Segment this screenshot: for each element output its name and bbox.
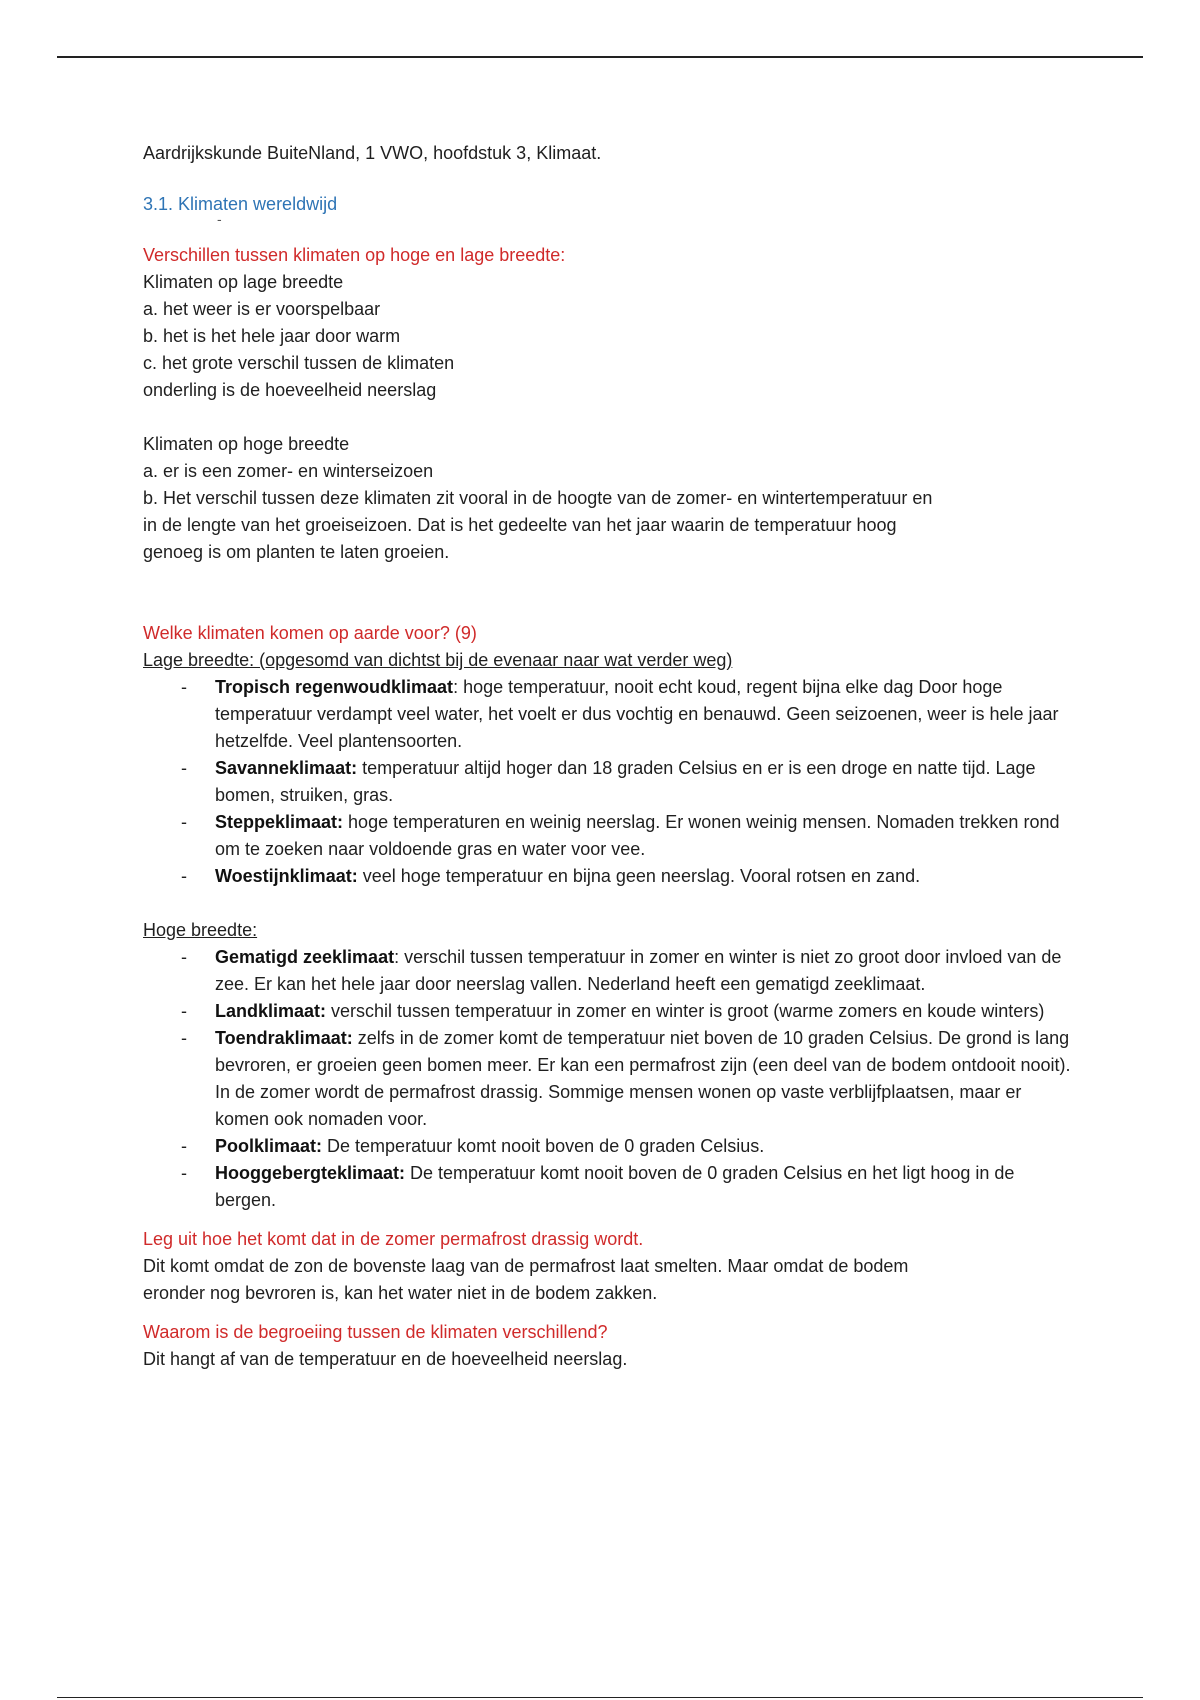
low-latitude-c2: onderling is de hoeveelheid neerslag [143,380,437,400]
permafrost-answer-2: eronder nog bevroren is, kan het water niet in de bodem zakken. [143,1283,658,1303]
list-item [143,674,1073,755]
dash-bullet: - [181,866,187,886]
list-item [143,1025,1073,1133]
high-climate-list [143,944,1073,1214]
question-heading-permafrost: Leg uit hoe het komt dat in de zomer permafrost drassig wordt. [143,1229,644,1249]
climate-description: temperatuur altijd hoger dan 18 graden Celsius en er is een droge en natte tijd. Lage bomen, struiken, gras. [215,758,1036,805]
climate-description: : hoge temperatuur, nooit echt koud, regent bijna elke dag Door hoge temperatuur verdampt veel water, het voelt er dus vochtig en benauwd. Geen seizoenen, weer is hele jaar hetzelfde. Veel plantensoorten. [215,677,1059,751]
climate-description: : verschil tussen temperatuur in zomer en winter is niet zo groot door invloed van de zee. Er kan het hele jaar door neerslag vallen. Nederland heeft een gematigd zeeklimaat. [215,947,1062,994]
section-mark: - [217,211,222,227]
spacer [143,890,1073,917]
low-latitude-title: Klimaten op lage breedte [143,272,344,292]
high-latitude-b2: in de lengte van het groeiseizoen. Dat is het gedeelte van het jaar waarin de temperatuur hoog [143,515,897,535]
climate-name: Landklimaat: [215,1001,327,1021]
climate-description: zelfs in de zomer komt de temperatuur niet boven de 10 graden Celsius. De grond is lang bevroren, er groeien geen bomen meer. Er kan een permafrost zijn (een deel van de bodem ontdooit nooit). In de zomer wordt de permafrost drassig. Sommige mensen wonen op vaste verblijfplaatsen, maar er komen ook nomaden voor. [215,1028,1071,1129]
list-item [143,998,1073,1025]
climate-description: verschil tussen temperatuur in zomer en winter is groot (warme zomers en koude winters) [326,1001,1045,1021]
spacer [143,404,1073,431]
section-heading: 3.1. Klimaten wereldwijd [143,194,338,214]
climate-name: Toendraklimaat: [215,1028,353,1048]
list-item [143,1133,1073,1160]
list-item [143,809,1073,863]
low-latitude-subheading: Lage breedte: (opgesomd van dichtst bij de evenaar naar wat verder weg) [143,650,733,670]
document-body [143,140,1073,1373]
climate-description: De temperatuur komt nooit boven de 0 graden Celsius en het ligt hoog in de bergen. [215,1163,1015,1210]
dash-bullet: - [181,947,187,967]
high-latitude-title: Klimaten op hoge breedte [143,434,350,454]
high-latitude-b3: genoeg is om planten te laten groeien. [143,542,450,562]
low-climate-list [143,674,1073,890]
list-item [143,863,1073,890]
climate-description: De temperatuur komt nooit boven de 0 graden Celsius. [322,1136,765,1156]
climate-name: Gematigd zeeklimaat [215,947,395,967]
top-rule [57,56,1143,58]
begroeiing-answer: Dit hangt af van de temperatuur en de hoeveelheid neerslag. [143,1349,628,1369]
low-latitude-b: b. het is het hele jaar door warm [143,326,401,346]
question-heading-breedte: Verschillen tussen klimaten op hoge en lage breedte: [143,245,566,265]
dash-bullet: - [181,1136,187,1156]
climate-name: Steppeklimaat: [215,812,344,832]
bottom-rule [57,1697,1143,1698]
dash-bullet: - [181,1163,187,1183]
climate-name: Poolklimaat: [215,1136,323,1156]
low-latitude-a: a. het weer is er voorspelbaar [143,299,381,319]
low-latitude-c1: c. het grote verschil tussen de klimaten [143,353,455,373]
list-item [143,755,1073,809]
dash-bullet: - [181,812,187,832]
climate-name: Woestijnklimaat: [215,866,358,886]
high-latitude-a: a. er is een zomer- en winterseizoen [143,461,434,481]
high-latitude-subheading: Hoge breedte: [143,920,258,940]
climate-name: Tropisch regenwoudklimaat [215,677,454,697]
climate-description: hoge temperaturen en weinig neerslag. Er wonen weinig mensen. Nomaden trekken rond om te zoeken naar voldoende gras en water voor vee. [215,812,1060,859]
question-heading-begroeiing: Waarom is de begroeiing tussen de klimaten verschillend? [143,1322,608,1342]
climate-description: veel hoge temperatuur en bijna geen neerslag. Vooral rotsen en zand. [357,866,921,886]
document-title: Aardrijkskunde BuiteNland, 1 VWO, hoofdstuk 3, Klimaat. [143,143,602,163]
dash-bullet: - [181,677,187,697]
permafrost-answer-1: Dit komt omdat de zon de bovenste laag van de permafrost laat smelten. Maar omdat de bodem [143,1256,909,1276]
dash-bullet: - [181,758,187,778]
dash-bullet: - [181,1028,187,1048]
question-heading-klimaten: Welke klimaten komen op aarde voor? (9) [143,623,477,643]
climate-name: Savanneklimaat: [215,758,358,778]
list-item [143,944,1073,998]
dash-bullet: - [181,1001,187,1021]
climate-name: Hooggebergteklimaat: [215,1163,406,1183]
list-item [143,1160,1073,1214]
high-latitude-b1: b. Het verschil tussen deze klimaten zit vooral in de hoogte van de zomer- en wintertemperatuur en [143,488,933,508]
